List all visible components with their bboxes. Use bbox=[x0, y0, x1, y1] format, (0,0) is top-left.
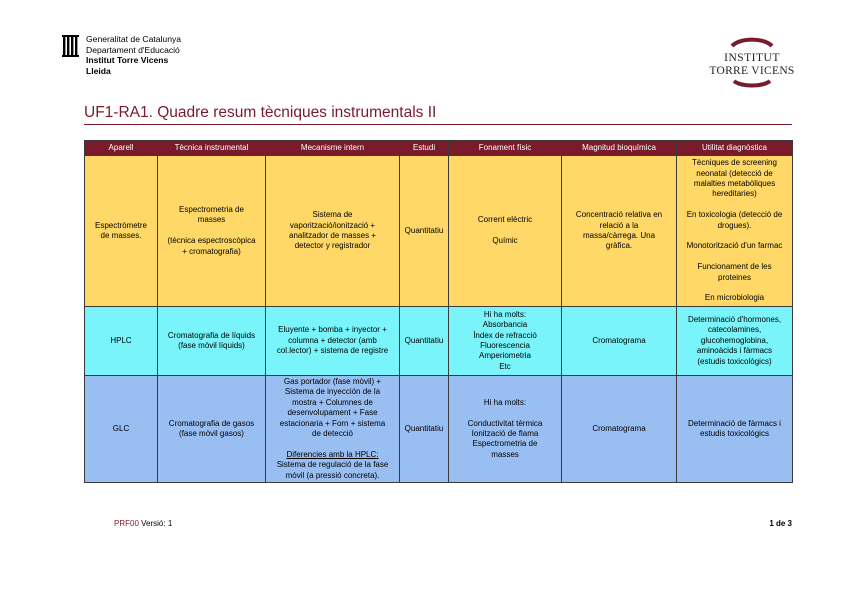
cell-line: Amperiometria bbox=[478, 351, 531, 361]
cell-line: Espectrometria de bbox=[472, 439, 538, 449]
footer-version bbox=[114, 519, 172, 528]
cell-line: Sistema de bbox=[312, 210, 353, 220]
column-header: Estudi bbox=[400, 141, 449, 156]
cell-line: Cromatograma bbox=[592, 423, 646, 433]
cell-line: Hi ha molts: bbox=[483, 397, 527, 407]
line-gap bbox=[679, 252, 790, 262]
cell-fonament bbox=[449, 307, 562, 376]
cell-line: aminoàcids i fàrmacs bbox=[696, 346, 773, 356]
line-gap bbox=[679, 200, 790, 210]
cell-line: Sistema de regulació de la fase bbox=[276, 460, 389, 470]
table-row bbox=[85, 307, 793, 376]
cell-mecanisme bbox=[266, 376, 400, 483]
cell-line: Conductivitat tèrmica bbox=[467, 418, 543, 428]
cell-line: Corrent elèctric bbox=[477, 215, 533, 225]
cell-line: col.lector) + sistema de registre bbox=[276, 346, 389, 356]
institut-logo bbox=[700, 34, 804, 88]
cell-line: Índex de refracció bbox=[473, 330, 537, 340]
cell-line: mòvil (a pressió concreta). bbox=[285, 470, 380, 480]
cell-line: Etc bbox=[499, 361, 511, 371]
cell-line: estudis toxicològics bbox=[700, 429, 769, 439]
line-gap bbox=[160, 226, 263, 236]
cell-line: Absorbancia bbox=[482, 320, 528, 330]
column-header: Aparell bbox=[85, 141, 158, 156]
cell-line: HPLC bbox=[110, 335, 132, 345]
cell-utilitat bbox=[677, 376, 793, 483]
logo-text-line1: INSTITUT bbox=[724, 52, 780, 64]
cell-line: Espectrometria de bbox=[179, 204, 244, 214]
generalitat-logo-icon bbox=[62, 35, 80, 57]
school-line: Institut Torre Vicens bbox=[86, 55, 169, 66]
cell-line: desenvolupament + Fase bbox=[287, 408, 378, 418]
cell-line: Cromatografia de gasos bbox=[168, 418, 255, 428]
cell-magnitud bbox=[562, 376, 677, 483]
cell-mecanisme bbox=[266, 307, 400, 376]
cell-line: detector y registrador bbox=[294, 241, 371, 251]
cell-aparell bbox=[85, 376, 158, 483]
table-row bbox=[85, 376, 793, 483]
cell-line: (fase mòvil gasos) bbox=[179, 429, 244, 439]
cell-line: Gas portador (fase mòvil) + bbox=[283, 377, 382, 386]
cell-utilitat bbox=[677, 156, 793, 307]
cell-tecnica bbox=[158, 156, 266, 307]
column-header: Mecanisme intern bbox=[266, 141, 400, 156]
cell-tecnica bbox=[158, 307, 266, 376]
cell-line: malalties metabòliques bbox=[693, 179, 776, 188]
cell-line: + cromatografia) bbox=[182, 246, 241, 256]
differences-lines bbox=[268, 460, 397, 481]
cell-line: estacionaria + Forn + sistema bbox=[279, 418, 386, 428]
cell-line: Funcionament de les bbox=[697, 262, 772, 272]
differences-heading: Diferencies amb la HPLC: bbox=[286, 449, 379, 459]
cell-line: Determinació d'hormones, bbox=[687, 314, 782, 324]
cell-line: hereditaries) bbox=[712, 189, 757, 199]
line-gap bbox=[451, 226, 559, 236]
column-header: Tècnica instrumental bbox=[158, 141, 266, 156]
cell-line: Espectròmetre bbox=[94, 220, 148, 230]
cell-line: masses bbox=[491, 449, 519, 459]
cell-line: Quantitatiu bbox=[404, 335, 444, 345]
cell-aparell bbox=[85, 307, 158, 376]
cell-line: drogues). bbox=[717, 220, 752, 230]
cell-line: Fluorescencia bbox=[480, 341, 530, 350]
cell-line: de masses. bbox=[100, 231, 142, 240]
line-gap bbox=[679, 283, 790, 293]
cell-estudi bbox=[400, 376, 449, 483]
line-gap bbox=[679, 231, 790, 241]
org-line: Generalitat de Catalunya bbox=[86, 34, 182, 44]
cell-magnitud bbox=[562, 307, 677, 376]
footer-page-number: 1 de 3 bbox=[769, 519, 792, 528]
table-row bbox=[85, 156, 793, 307]
cell-estudi bbox=[400, 307, 449, 376]
cell-line: Quantitatiu bbox=[404, 423, 444, 433]
header-org-block bbox=[62, 34, 181, 76]
school-line: Lleida bbox=[86, 65, 111, 76]
cell-tecnica bbox=[158, 376, 266, 483]
cell-line: Cromatograma bbox=[592, 335, 646, 345]
footer-code: PRF00 bbox=[114, 519, 139, 528]
cell-line: columna + detector (amb bbox=[288, 335, 377, 345]
cell-line: de detecció bbox=[312, 429, 353, 439]
cell-line: relació a la bbox=[599, 220, 639, 230]
cell-line: analitzador de masses + bbox=[289, 231, 376, 240]
cell-line: En microbiologia bbox=[704, 293, 765, 303]
cell-line: Sistema de inyección de la bbox=[284, 387, 381, 397]
column-header: Magnitud bioquímica bbox=[562, 141, 677, 156]
cell-line: Tècniques de screening bbox=[692, 158, 777, 168]
summary-table bbox=[84, 140, 793, 483]
column-header: Utilitat diagnòstica bbox=[677, 141, 793, 156]
logo-text-line2: TORRE VICENS bbox=[709, 65, 795, 77]
cell-mecanisme bbox=[266, 156, 400, 307]
cell-line: masses bbox=[197, 215, 226, 225]
cell-line: (tècnica espectroscòpica bbox=[167, 236, 256, 246]
cell-line: En toxicologia (detecció de bbox=[686, 210, 783, 220]
footer-version-text: Versió: 1 bbox=[141, 519, 173, 528]
cell-line: Eluyente + bomba + inyector + bbox=[278, 325, 387, 335]
cell-magnitud bbox=[562, 156, 677, 307]
cell-line: Ionització de flama bbox=[471, 429, 539, 439]
cell-line: (fase mòvil líquids) bbox=[178, 341, 245, 350]
cell-estudi bbox=[400, 156, 449, 307]
table-header-row bbox=[85, 141, 793, 156]
cell-line: Quantitatiu bbox=[404, 225, 444, 235]
cell-line: Hi ha molts: bbox=[483, 309, 527, 319]
header-org-text bbox=[86, 34, 181, 76]
cell-line: Cromatografia de líquids bbox=[167, 330, 256, 340]
cell-line: mostra + Columnes de bbox=[292, 397, 373, 407]
cell-line: GLC bbox=[112, 423, 130, 433]
cell-line: neonatal (detecció de bbox=[696, 168, 773, 178]
cell-line: Determinació de fàrmacs i bbox=[688, 418, 781, 428]
org-line: Departament d'Educació bbox=[86, 44, 180, 55]
cell-line: massa/càrrega. Una bbox=[582, 231, 656, 240]
cell-line: proteines bbox=[718, 272, 751, 282]
cell-utilitat bbox=[677, 307, 793, 376]
cell-line: glucohemoglobina, bbox=[700, 335, 769, 345]
cell-line: gràfica. bbox=[605, 241, 633, 251]
cell-line: Químic bbox=[492, 236, 518, 246]
cell-fonament bbox=[449, 156, 562, 307]
cell-line: Concentració relativa en bbox=[575, 210, 663, 220]
column-header: Fonament físic bbox=[449, 141, 562, 156]
title-divider bbox=[84, 124, 792, 125]
cell-line: (estudis toxicològics) bbox=[697, 356, 772, 366]
cell-line: catecolamines, bbox=[707, 325, 762, 335]
cell-line: Monotorització d'un farmac bbox=[686, 241, 783, 251]
page-title: UF1-RA1. Quadre resum tècniques instrumentals II bbox=[84, 104, 437, 121]
mecanisme-lines bbox=[268, 377, 397, 439]
cell-aparell bbox=[85, 156, 158, 307]
line-gap bbox=[451, 408, 559, 418]
cell-line: vaporització/ionització + bbox=[289, 220, 376, 230]
cell-fonament bbox=[449, 376, 562, 483]
